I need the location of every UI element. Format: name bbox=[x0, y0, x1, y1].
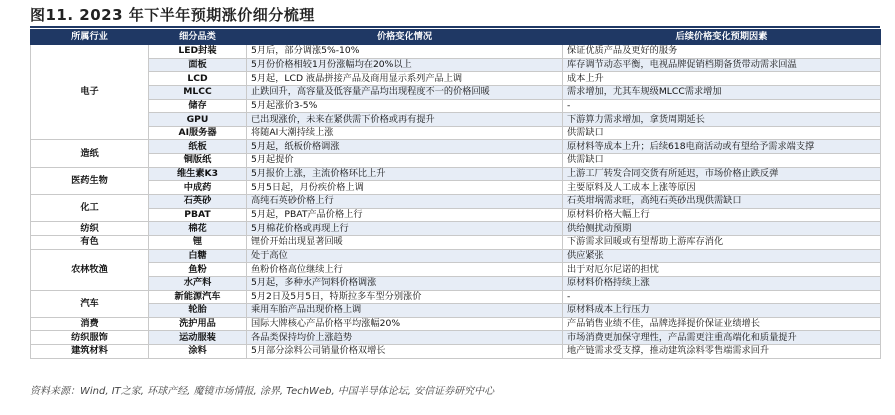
change-cell: 各品类保持均价上涨趋势 bbox=[247, 331, 563, 345]
table-row bbox=[31, 235, 881, 249]
table-row bbox=[31, 331, 881, 345]
product-cell: 纸板 bbox=[149, 140, 247, 154]
product-cell: 维生素K3 bbox=[149, 167, 247, 181]
change-cell: 乘用车胎产品出现价格上调 bbox=[247, 304, 563, 318]
change-cell: 国际大牌核心产品价格平均涨幅20% bbox=[247, 317, 563, 331]
industry-cell: 造纸 bbox=[31, 140, 149, 167]
table-row bbox=[31, 45, 881, 59]
table-row bbox=[31, 167, 881, 181]
change-cell: 5月起，多种水产饲料价格调涨 bbox=[247, 276, 563, 290]
outlook-cell: 原材料价格持续上涨 bbox=[563, 276, 881, 290]
outlook-cell: 上游工厂转发合同交货有所延迟，市场价格止跌反弹 bbox=[563, 167, 881, 181]
header-industry: 所属行业 bbox=[31, 30, 149, 45]
change-cell: 5月棉花价格或再现上行 bbox=[247, 222, 563, 236]
price-table bbox=[30, 29, 881, 359]
table-row bbox=[31, 99, 881, 113]
product-cell: 石英砂 bbox=[149, 195, 247, 209]
change-cell: 5月后，部分调涨5%-10% bbox=[247, 45, 563, 59]
table-row bbox=[31, 345, 881, 359]
product-cell: PBAT bbox=[149, 208, 247, 222]
table-row bbox=[31, 72, 881, 86]
change-cell: 5月份价格相较1月份涨幅均在20%以上 bbox=[247, 58, 563, 72]
change-cell: 5月起提价 bbox=[247, 154, 563, 168]
table-row bbox=[31, 58, 881, 72]
industry-cell: 纺织服饰 bbox=[31, 331, 149, 345]
figure-title: 图11. 2023 年下半年预期涨价细分梳理 bbox=[30, 6, 315, 24]
change-cell: 5月部分涂料公司销量价格双增长 bbox=[247, 345, 563, 359]
outlook-cell: 地产链需求受支撑，推动建筑涂料零售端需求回升 bbox=[563, 345, 881, 359]
change-cell: 鱼粉价格高位继续上行 bbox=[247, 263, 563, 277]
product-cell: 棉花 bbox=[149, 222, 247, 236]
outlook-cell: 原材料成本上行压力 bbox=[563, 304, 881, 318]
table-row bbox=[31, 195, 881, 209]
change-cell: 5月起涨价3-5% bbox=[247, 99, 563, 113]
product-cell: 洗护用品 bbox=[149, 317, 247, 331]
outlook-cell: - bbox=[563, 290, 881, 304]
outlook-cell: 供需缺口 bbox=[563, 154, 881, 168]
change-cell: 5月报价上涨，主流价格环比上升 bbox=[247, 167, 563, 181]
change-cell: 5月5日起，月份疾价格上调 bbox=[247, 181, 563, 195]
product-cell: GPU bbox=[149, 113, 247, 127]
outlook-cell: 需求增加，尤其车规级MLCC需求增加 bbox=[563, 85, 881, 99]
product-cell: MLCC bbox=[149, 85, 247, 99]
outlook-cell: 供给侧扰动预期 bbox=[563, 222, 881, 236]
change-cell: 锂价开始出现显著回暖 bbox=[247, 235, 563, 249]
change-cell: 将随AI大潮持续上涨 bbox=[247, 126, 563, 140]
header-product: 细分品类 bbox=[149, 30, 247, 45]
table-row bbox=[31, 181, 881, 195]
table-body bbox=[31, 45, 881, 359]
outlook-cell: 下游需求回暖或有望帮助上游库存消化 bbox=[563, 235, 881, 249]
table-row bbox=[31, 249, 881, 263]
product-cell: AI服务器 bbox=[149, 126, 247, 140]
product-cell: 水产料 bbox=[149, 276, 247, 290]
header-outlook: 后续价格变化预期因素 bbox=[563, 30, 881, 45]
table-row bbox=[31, 276, 881, 290]
table-row bbox=[31, 140, 881, 154]
industry-cell: 消费 bbox=[31, 317, 149, 331]
product-cell: 面板 bbox=[149, 58, 247, 72]
product-cell: 新能源汽车 bbox=[149, 290, 247, 304]
outlook-cell: 原材料等成本上升；后续618电商活动或有望给予需求端支撑 bbox=[563, 140, 881, 154]
table-row bbox=[31, 317, 881, 331]
industry-cell: 电子 bbox=[31, 45, 149, 140]
product-cell: 鱼粉 bbox=[149, 263, 247, 277]
outlook-cell: 下游算力需求增加，拿货周期延长 bbox=[563, 113, 881, 127]
product-cell: 涂料 bbox=[149, 345, 247, 359]
outlook-cell: 市场消费更加保守理性，产品需更注重高端化和质量提升 bbox=[563, 331, 881, 345]
change-cell: 已出现涨价，未来在紧供需下价格或再有提升 bbox=[247, 113, 563, 127]
outlook-cell: 保证优质产品及更好的服务 bbox=[563, 45, 881, 59]
table-row bbox=[31, 85, 881, 99]
header-change: 价格变化情况 bbox=[247, 30, 563, 45]
table-row bbox=[31, 154, 881, 168]
outlook-cell: 主要原料及人工成本上涨等原因 bbox=[563, 181, 881, 195]
source-note: 资料来源：Wind, IT之家, 环球产经, 魔镜市场情报, 涂界, TechWeb, 中国半导体论坛, 安信证券研究中心 bbox=[30, 386, 495, 397]
product-cell: 中成药 bbox=[149, 181, 247, 195]
product-cell: 铜版纸 bbox=[149, 154, 247, 168]
table-row bbox=[31, 304, 881, 318]
table-row bbox=[31, 126, 881, 140]
title-rule bbox=[30, 26, 880, 28]
change-cell: 止跌回升，高容量及低容量产品均出现程度不一的价格回暖 bbox=[247, 85, 563, 99]
product-cell: LED封装 bbox=[149, 45, 247, 59]
industry-cell: 有色 bbox=[31, 235, 149, 249]
industry-cell: 建筑材料 bbox=[31, 345, 149, 359]
change-cell: 5月起，纸板价格调涨 bbox=[247, 140, 563, 154]
table-header-row bbox=[31, 30, 881, 45]
outlook-cell: 石英坩埚需求旺，高纯石英砂出现供需缺口 bbox=[563, 195, 881, 209]
outlook-cell: 供需缺口 bbox=[563, 126, 881, 140]
industry-cell: 汽车 bbox=[31, 290, 149, 317]
change-cell: 处于高位 bbox=[247, 249, 563, 263]
product-cell: 锂 bbox=[149, 235, 247, 249]
industry-cell: 农林牧渔 bbox=[31, 249, 149, 290]
table-row bbox=[31, 222, 881, 236]
table-row bbox=[31, 263, 881, 277]
product-cell: 轮胎 bbox=[149, 304, 247, 318]
outlook-cell: - bbox=[563, 99, 881, 113]
outlook-cell: 原材料价格大幅上行 bbox=[563, 208, 881, 222]
table-row bbox=[31, 208, 881, 222]
product-cell: 白糖 bbox=[149, 249, 247, 263]
product-cell: 运动服装 bbox=[149, 331, 247, 345]
change-cell: 高纯石英砂价格上行 bbox=[247, 195, 563, 209]
table-row bbox=[31, 113, 881, 127]
outlook-cell: 成本上升 bbox=[563, 72, 881, 86]
industry-cell: 化工 bbox=[31, 195, 149, 222]
change-cell: 5月2日及5月5日，特斯拉多车型分别涨价 bbox=[247, 290, 563, 304]
outlook-cell: 出于对厄尔尼诺的担忧 bbox=[563, 263, 881, 277]
change-cell: 5月起，LCD 液晶拼接产品及商用显示系列产品上调 bbox=[247, 72, 563, 86]
industry-cell: 纺织 bbox=[31, 222, 149, 236]
product-cell: LCD bbox=[149, 72, 247, 86]
outlook-cell: 库存调节动态平衡，电视品牌促销档期备货带动需求回温 bbox=[563, 58, 881, 72]
outlook-cell: 供应紧张 bbox=[563, 249, 881, 263]
change-cell: 5月起，PBAT产品价格上行 bbox=[247, 208, 563, 222]
industry-cell: 医药生物 bbox=[31, 167, 149, 194]
outlook-cell: 产品销售业绩不佳，品牌选择提价保证业绩增长 bbox=[563, 317, 881, 331]
product-cell: 储存 bbox=[149, 99, 247, 113]
table-row bbox=[31, 290, 881, 304]
